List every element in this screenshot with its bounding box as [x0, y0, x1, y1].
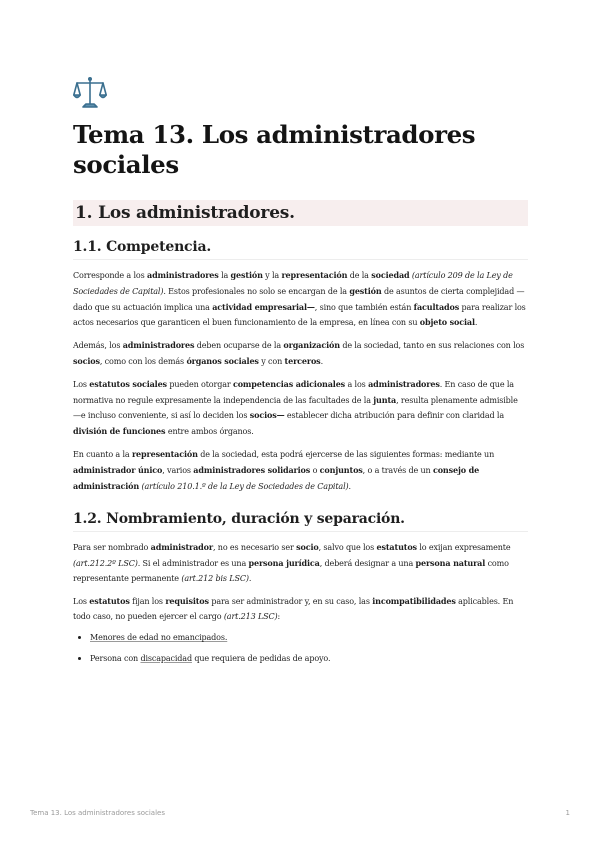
paragraph-competencia-1: Corresponde a los administradores la gestión y la representación de la sociedad (artículo 209 de la Ley de Sociedades de Capital). Estos profesionales no solo se encargan de la gestión de asuntos de cierta complejidad —dado que su actuación implica una actividad empresarial—, sino que también están facultados para realizar los actos necesarios que garanticen el buen funcionamiento de la empresa, en línea con su objeto social. — [73, 270, 526, 328]
section-heading-administradores: 1. Los administradores. — [73, 200, 528, 226]
footer-title: Tema 13. Los administradores sociales — [30, 809, 165, 817]
page-number: 1 — [565, 809, 570, 817]
balance-scale-icon — [73, 74, 107, 110]
document-page — [73, 74, 528, 673]
paragraph-nombramiento-1: Para ser nombrado administrador, no es necesario ser socio, salvo que los estatutos lo exijan expresamente (art.212.2º LSC). Si el administrador es una persona jurídica, deberá designar a una persona natural como representante permanente (art.212 bis LSC). — [73, 542, 511, 583]
page-footer — [30, 809, 570, 821]
page-title: Tema 13. Los administradores sociales — [73, 120, 476, 179]
paragraph-competencia-3: Los estatutos sociales pueden otorgar competencias adicionales a los administradores. En caso de que la normativa no regule expresamente la independencia de las facultades de la junta, resulta plenamente admisible —e incluso conveniente, si así lo deciden los socios— establecer dicha atribución para definir con claridad la división de funciones entre ambos órganos. — [73, 378, 518, 437]
list-item: • Persona con discapacidad que requiera de pedidas de apoyo. — [90, 652, 528, 667]
paragraph-competencia-2: Además, los administradores deben ocuparse de la organización de la sociedad, tanto en sus relaciones con los socios, como con los demás órganos sociales y con terceros. — [73, 340, 525, 366]
paragraph-nombramiento-2: Los estatutos fijan los requisitos para ser administrador y, en su caso, las incompatibilidades aplicables. En todo caso, no pueden ejercer el cargo (art.213 LSC): — [73, 595, 514, 621]
subsection-heading-competencia: 1.1. Competencia. — [73, 238, 528, 260]
paragraph-competencia-4: En cuanto a la representación de la sociedad, esta podrá ejercerse de las siguientes formas: mediante un administrador único, varios administradores solidarios o conjuntos, o a través de un consejo de administración (artículo 210.1.º de la Ley de Sociedades de Capital). — [73, 448, 495, 491]
incompatibilidades-list — [73, 631, 528, 667]
list-item: • Menores de edad no emancipados. — [90, 631, 528, 646]
subsection-heading-nombramiento: 1.2. Nombramiento, duración y separación. — [73, 510, 528, 532]
